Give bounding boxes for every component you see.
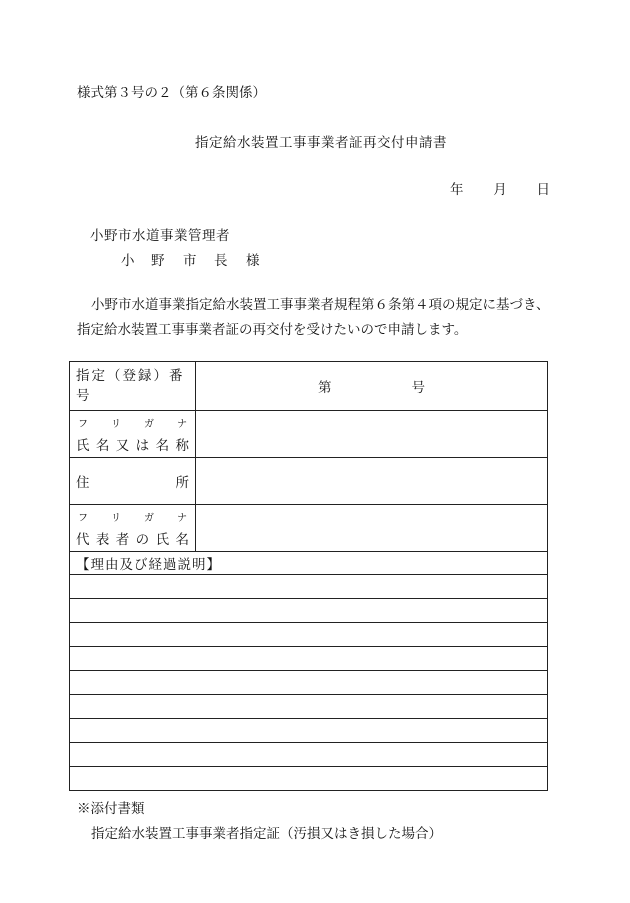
registration-row (70, 362, 548, 411)
furigana-char: フ (78, 418, 88, 430)
furigana-char: ガ (144, 418, 154, 430)
furigana-label (70, 509, 195, 524)
reason-line-field[interactable] (70, 575, 548, 599)
registration-prefix: 第 (318, 380, 332, 396)
furigana-char: フ (78, 512, 88, 524)
attachments-heading: ※添付書類 (77, 801, 145, 817)
addressee-char: 小 (121, 253, 135, 269)
furigana-char: リ (111, 418, 121, 430)
addressee-char: 長 (214, 253, 228, 269)
reason-line-field[interactable] (70, 623, 548, 647)
label-char: 又 (115, 437, 130, 454)
addressee-organization: 小野市水道事業管理者 (90, 228, 230, 244)
date-day-label: 日 (536, 182, 550, 198)
address-label (70, 458, 196, 505)
document-title: 指定給水装置工事事業者証再交付申請書 (195, 135, 447, 151)
addressee-char: 様 (246, 253, 260, 269)
date-year-label: 年 (450, 182, 464, 198)
furigana-char: リ (111, 512, 121, 524)
addressee-name (121, 249, 260, 269)
reason-line-field[interactable] (70, 695, 548, 719)
label-char: 住 (76, 475, 90, 491)
representative-name-label (70, 524, 195, 548)
name-label (70, 411, 196, 458)
addressee-char: 野 (151, 253, 165, 269)
reason-header-row (70, 552, 548, 575)
reason-line[interactable] (70, 743, 548, 767)
registration-suffix: 号 (411, 380, 425, 396)
furigana-char: ナ (177, 418, 187, 430)
reason-line[interactable] (70, 671, 548, 695)
label-char: 名 (95, 437, 110, 454)
address-row (70, 458, 548, 505)
representative-row (70, 505, 548, 552)
reason-line-field[interactable] (70, 767, 548, 791)
reason-line[interactable] (70, 767, 548, 791)
application-form-table (69, 361, 548, 791)
reason-line[interactable] (70, 695, 548, 719)
request-body-text (77, 293, 557, 343)
attachment-item: 指定給水装置工事事業者指定証（汚損又はき損した場合） (91, 826, 442, 842)
label-char: 所 (175, 475, 189, 491)
reason-line[interactable] (70, 719, 548, 743)
representative-field[interactable] (196, 505, 548, 552)
reason-line[interactable] (70, 575, 548, 599)
furigana-char: ガ (144, 512, 154, 524)
name-field[interactable] (196, 411, 548, 458)
label-char: 称 (175, 437, 189, 454)
furigana-label (70, 415, 195, 430)
reason-line-field[interactable] (70, 719, 548, 743)
furigana-char: ナ (177, 512, 187, 524)
label-char: 氏 (76, 437, 90, 454)
reason-label: 【理由及び経過説明】 (70, 552, 548, 575)
label-char: 代 (76, 531, 90, 548)
label-char: は (135, 437, 150, 454)
registration-number-field[interactable] (196, 362, 548, 411)
date-line (450, 178, 550, 198)
registration-number-label: 指定（登録）番号 (70, 362, 196, 411)
label-char: 氏 (155, 531, 170, 548)
date-month-label: 月 (493, 182, 507, 198)
label-char: 者 (115, 531, 130, 548)
address-field[interactable] (196, 458, 548, 505)
reason-line[interactable] (70, 599, 548, 623)
name-or-title-label (70, 430, 195, 454)
form-number: 様式第３号の２（第６条関係） (77, 85, 266, 101)
reason-line[interactable] (70, 623, 548, 647)
request-body-content: 小野市水道事業指定給水装置工事事業者規程第６条第４項の規定に基づき、指定給水装置工事事業者証の再交付を受けたいので申請します。 (77, 297, 550, 338)
name-row (70, 411, 548, 458)
reason-line-field[interactable] (70, 647, 548, 671)
reason-line[interactable] (70, 647, 548, 671)
addressee-char: 市 (183, 253, 197, 269)
label-char: 名 (155, 437, 170, 454)
reason-line-field[interactable] (70, 599, 548, 623)
label-char: の (135, 531, 150, 548)
label-char: 名 (175, 531, 189, 548)
reason-line-field[interactable] (70, 743, 548, 767)
label-char: 表 (95, 531, 110, 548)
representative-label (70, 505, 196, 552)
reason-line-field[interactable] (70, 671, 548, 695)
